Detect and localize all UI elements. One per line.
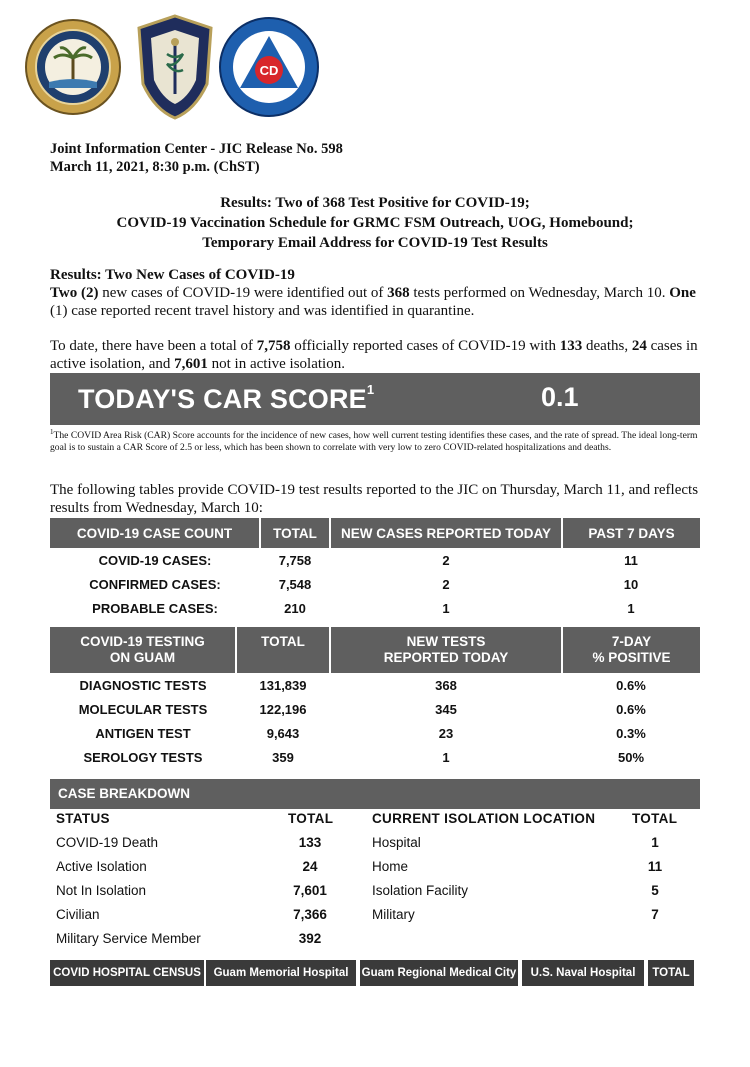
table-cell: 359 <box>272 749 294 765</box>
case-count-col-header: COVID-19 CASE COUNT <box>50 518 260 548</box>
table-cell: SEROLOGY TESTS <box>83 749 203 765</box>
table-cell: Civilian <box>56 907 100 922</box>
table-cell: 1 <box>442 600 450 616</box>
car-score-label: TODAY'S CAR SCORE$^1$ <box>78 382 375 414</box>
table-row <box>50 572 700 596</box>
table-cell: COVID-19 Death <box>56 835 159 850</box>
table-cell: 5 <box>651 883 659 898</box>
table-cell: 0.6% <box>616 677 646 693</box>
testing-col-header: TOTAL <box>236 627 330 673</box>
table-cell: Military Service Member <box>56 931 201 946</box>
release-header <box>50 140 343 176</box>
table-cell: 23 <box>438 725 454 741</box>
table-row <box>50 883 700 906</box>
svg-text:CD: CD <box>259 63 279 78</box>
table-cell: 9,643 <box>266 725 300 741</box>
table-cell: ANTIGEN TEST <box>95 725 191 741</box>
table-cell: 10 <box>623 576 639 592</box>
table-cell: 392 <box>298 931 322 946</box>
public-health-seal-icon <box>135 14 215 120</box>
table-cell: 0.6% <box>616 701 646 717</box>
results-section <box>50 266 700 320</box>
location-total-header: TOTAL <box>632 811 678 826</box>
census-header-cell: TOTAL <box>648 960 694 986</box>
totals-paragraph: To date, there have been a total of 7,758 officially reported cases of COVID-19 with 133 deaths, 24 cases in active isolation, and 7,601 not in active isolation. <box>50 338 698 372</box>
table-cell: Military <box>372 907 415 922</box>
census-header-cell: Guam Regional Medical City <box>360 960 518 986</box>
tables-intro: The following tables provide COVID-19 test results reported to the JIC on Thursday, March 11, and reflects results from Wednesday, March 10: <box>50 482 699 516</box>
case-count-col-header: TOTAL <box>260 518 330 548</box>
status-total-header: TOTAL <box>288 811 334 826</box>
release-date: March 11, 2021, 8:30 p.m. (ChST) <box>50 159 260 175</box>
table-cell: 11 <box>624 552 638 568</box>
table-row <box>50 907 700 930</box>
table-row <box>50 745 700 769</box>
breakdown-header-row <box>50 811 700 834</box>
table-cell: Not In Isolation <box>56 883 147 898</box>
status-header: STATUS <box>56 811 110 826</box>
governor-seal-icon <box>24 18 122 116</box>
table-cell: 1 <box>442 749 450 765</box>
civil-defense-seal-icon <box>218 16 320 118</box>
table-cell: 0.3% <box>616 725 646 741</box>
census-header-cell: U.S. Naval Hospital <box>522 960 644 986</box>
location-header: CURRENT ISOLATION LOCATION <box>372 811 596 826</box>
table-cell: 11 <box>647 859 663 874</box>
results-paragraph-1: Two (2) new cases of COVID-19 were identified out of 368 tests performed on Wednesday, March 10. One (1) case reported recent travel history and was identified in quarantine. <box>50 285 696 319</box>
table-cell: 1 <box>651 835 659 850</box>
table-cell: 131,839 <box>259 677 307 693</box>
table-row <box>50 548 700 572</box>
testing-col-header: NEW TESTS REPORTED TODAY <box>330 627 562 673</box>
car-score-value: 0.1 <box>541 382 579 412</box>
table-cell: CONFIRMED CASES: <box>89 576 221 592</box>
car-score-banner <box>50 373 700 425</box>
results-heading: Results: Two New Cases of COVID-19 <box>50 267 295 283</box>
case-count-table <box>50 518 700 620</box>
table-cell: 368 <box>435 677 457 693</box>
hospital-census-bar <box>50 960 700 986</box>
table-cell: DIAGNOSTIC TESTS <box>79 677 207 693</box>
census-header-cell: Guam Memorial Hospital <box>206 960 356 986</box>
table-cell: 1 <box>627 600 635 616</box>
table-cell: 7,366 <box>293 907 327 922</box>
table-cell: COVID-19 CASES: <box>98 552 212 568</box>
release-line: Joint Information Center - JIC Release No. 598 <box>50 141 343 157</box>
table-row <box>50 931 700 954</box>
case-breakdown-title: CASE BREAKDOWN <box>58 786 191 801</box>
table-cell: 50% <box>617 749 645 765</box>
testing-col-header: COVID-19 TESTING ON GUAM <box>50 627 236 673</box>
title-line-1: Results: Two of 368 Test Positive for COVID-19; <box>220 195 530 211</box>
table-row <box>50 835 700 858</box>
table-cell: 7,758 <box>278 552 312 568</box>
table-cell: PROBABLE CASES: <box>92 600 218 616</box>
table-cell: 122,196 <box>259 701 307 717</box>
title-line-2: COVID-19 Vaccination Schedule for GRMC FSM Outreach, UOG, Homebound; <box>116 215 634 231</box>
table-cell: 2 <box>442 576 450 592</box>
case-count-col-header: PAST 7 DAYS <box>562 518 700 548</box>
table-cell: Isolation Facility <box>372 883 469 898</box>
case-count-header-row <box>50 518 700 548</box>
table-cell: MOLECULAR TESTS <box>78 701 208 717</box>
table-cell: 2 <box>442 552 450 568</box>
table-cell: 210 <box>284 600 306 616</box>
testing-header-row <box>50 627 700 673</box>
census-header-cell: COVID HOSPITAL CENSUS <box>50 960 204 986</box>
testing-table <box>50 627 700 769</box>
case-breakdown-bar <box>50 779 700 809</box>
case-count-col-header: NEW CASES REPORTED TODAY <box>330 518 562 548</box>
table-row <box>50 596 700 620</box>
table-cell: 7,548 <box>278 576 312 592</box>
testing-col-header: 7-DAY % POSITIVE <box>562 627 700 673</box>
table-cell: 7,601 <box>293 883 327 898</box>
car-footnote: $^1$The COVID Area Risk (CAR) Score accounts for the incidence of new cases, how well current testing identifies these cases, and the rate of spread. The ideal long-term goal is to sustain a CAR Score of 2.5 or less, which has been shown to correlate with very low to zero COVID-related hospitalizations and deaths. <box>50 428 698 453</box>
table-row <box>50 697 700 721</box>
table-cell: Active Isolation <box>56 859 147 874</box>
table-cell: 133 <box>298 835 322 850</box>
table-cell: 24 <box>302 859 318 874</box>
table-cell: 345 <box>435 701 457 717</box>
table-cell: Hospital <box>372 835 421 850</box>
table-cell: Home <box>372 859 409 874</box>
table-row <box>50 721 700 745</box>
release-titles <box>50 193 700 253</box>
title-line-3: Temporary Email Address for COVID-19 Test Results <box>202 235 548 251</box>
table-row <box>50 673 700 697</box>
table-cell: 7 <box>651 907 659 922</box>
table-row <box>50 859 700 882</box>
